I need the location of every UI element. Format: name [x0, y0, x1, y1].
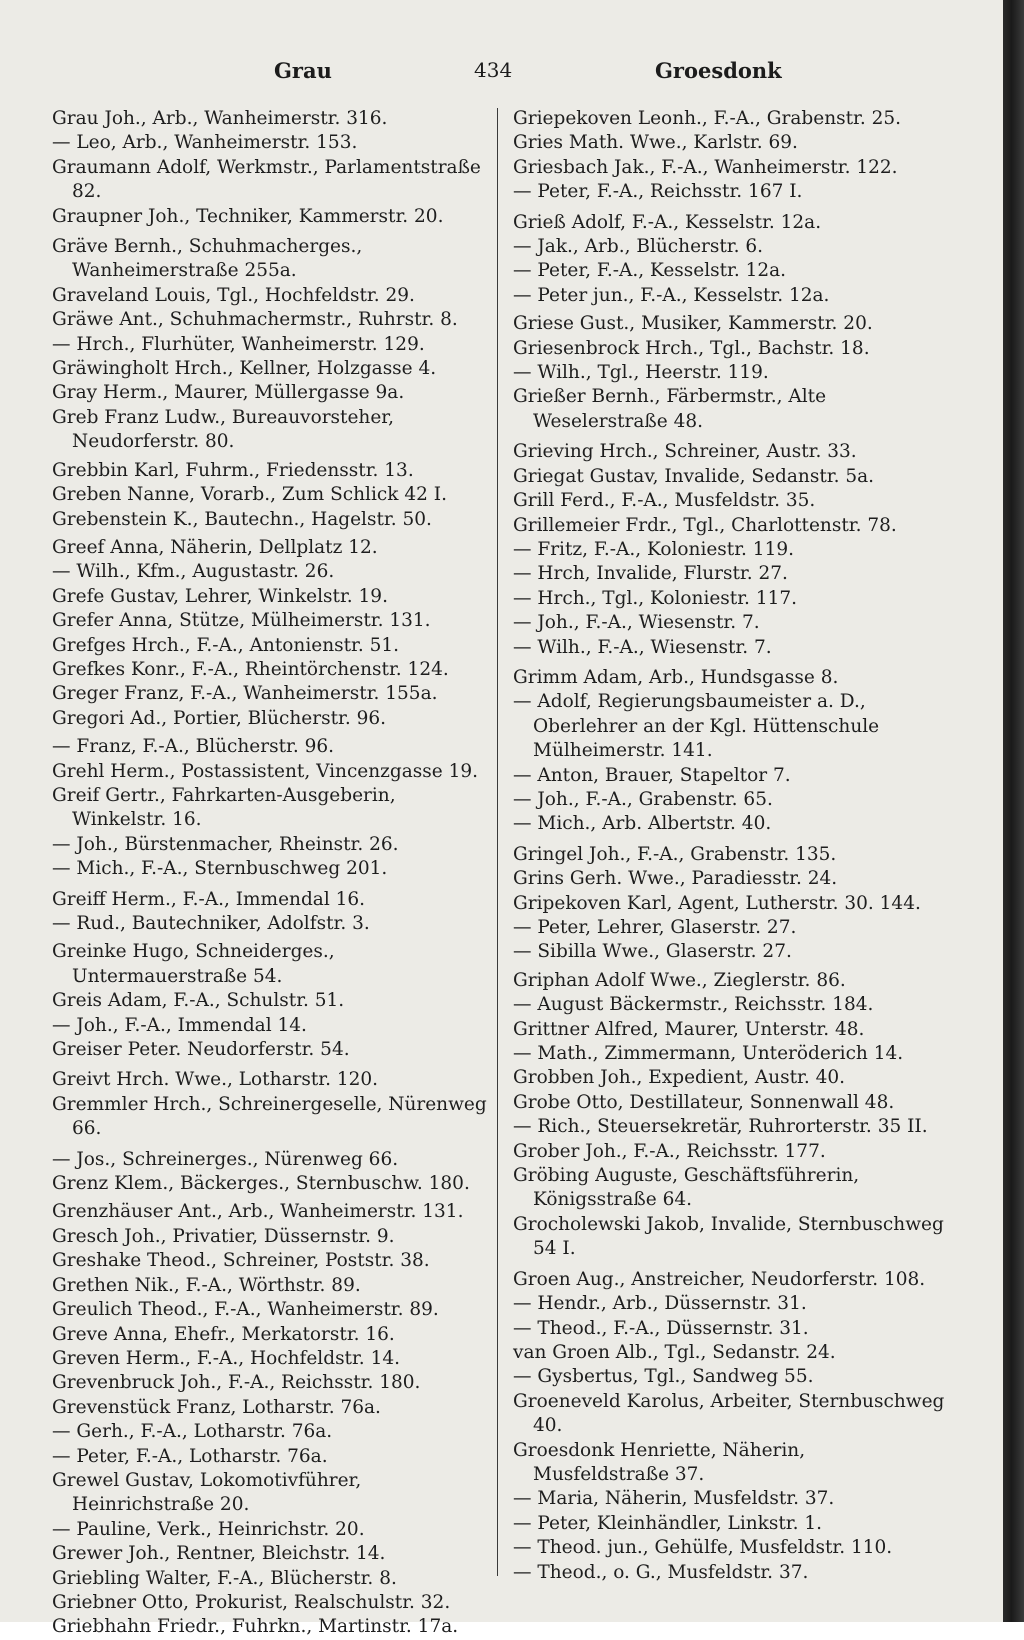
directory-entry: Grimm Adam, Arb., Hundsgasse 8.: [513, 666, 839, 688]
directory-entry: — Franz, F.-A., Blücherstr. 96.: [52, 736, 335, 758]
directory-entry: — Jos., Schreinerges., Nürenweg 66.: [52, 1148, 399, 1170]
directory-entry: Grewer Joh., Rentner, Bleichstr. 14.: [52, 1543, 386, 1565]
directory-entry: Grefkes Konr., F.-A., Rheintörchenstr. 124.: [52, 658, 449, 680]
directory-entry: Grins Gerh. Wwe., Paradiesstr. 24.: [513, 868, 838, 890]
directory-entry: Greben Nanne, Vorarb., Zum Schlick 42 I.: [52, 484, 447, 506]
directory-entry: — Hrch, Invalide, Flurstr. 27.: [513, 563, 788, 585]
directory-entry: Grehl Herm., Postassistent, Vincenzgasse 19.: [52, 760, 479, 782]
directory-entry: Grenz Klem., Bäckerges., Sternbuschw. 180.: [52, 1173, 470, 1195]
directory-entry: Grobe Otto, Destillateur, Sonnenwall 48.: [513, 1091, 895, 1113]
directory-entry: Grenzhäuser Ant., Arb., Wanheimerstr. 131.: [52, 1201, 464, 1223]
directory-entry: — Jak., Arb., Blücherstr. 6.: [513, 236, 764, 258]
directory-entry: Greger Franz, F.-A., Wanheimerstr. 155a.: [52, 683, 438, 705]
directory-entry: — Peter jun., F.-A., Kesselstr. 12a.: [513, 284, 830, 306]
directory-entry: Greiff Herm., F.-A., Immendal 16.: [52, 888, 366, 910]
directory-entry: Graupner Joh., Techniker, Kammerstr. 20.: [52, 205, 444, 227]
directory-entry: Grau Joh., Arb., Wanheimerstr. 316.: [52, 108, 388, 129]
directory-entry: Griebner Otto, Prokurist, Realschulstr. 32.: [52, 1591, 451, 1613]
directory-entry: Grebbin Karl, Fuhrm., Friedensstr. 13.: [52, 459, 414, 481]
directory-entry: — Gysbertus, Tgl., Sandweg 55.: [513, 1366, 814, 1388]
directory-entry: — Joh., F.-A., Grabenstr. 65.: [513, 788, 773, 810]
header-right-keyword: Groesdonk: [655, 58, 782, 83]
directory-entry: — Peter, F.-A., Kesselstr. 12a.: [513, 260, 787, 282]
directory-entry: Grillemeier Frdr., Tgl., Charlottenstr. 78.: [513, 514, 897, 536]
directory-entry: Gray Herm., Maurer, Müllergasse 9a.: [52, 382, 405, 404]
directory-entry: Grittner Alfred, Maurer, Unterstr. 48.: [513, 1018, 865, 1040]
directory-entry: Greb Franz Ludw., Bureauvorsteher, Neudorferstr. 80.: [52, 406, 394, 453]
directory-entry: Greshake Theod., Schreiner, Poststr. 38.: [52, 1250, 430, 1272]
directory-entry: — Theod., F.-A., Düssernstr. 31.: [513, 1317, 809, 1339]
directory-entry: Groen Aug., Anstreicher, Neudorferstr. 108.: [513, 1268, 926, 1290]
directory-entry: Grobben Joh., Expedient, Austr. 40.: [513, 1067, 846, 1089]
directory-entry: Grocholewski Jakob, Invalide, Sternbuschweg 54 I.: [513, 1213, 944, 1260]
directory-entry: Grill Ferd., F.-A., Musfeldstr. 35.: [513, 490, 816, 512]
directory-entry: Grewel Gustav, Lokomotivführer, Heinrichstraße 20.: [52, 1469, 362, 1516]
directory-entry: Gripekoven Karl, Agent, Lutherstr. 30. 144.: [513, 892, 921, 914]
directory-entry: Greven Herm., F.-A., Hochfeldstr. 14.: [52, 1347, 400, 1369]
directory-entry: Grefer Anna, Stütze, Mülheimerstr. 131.: [52, 610, 431, 632]
directory-entry: Gräwe Ant., Schuhmachermstr., Ruhrstr. 8.: [52, 309, 458, 331]
directory-entry: Gringel Joh., F.-A., Grabenstr. 135.: [513, 843, 837, 865]
directory-entry: — Wilh., Tgl., Heerstr. 119.: [513, 362, 769, 384]
directory-entry: — Hrch., Flurhüter, Wanheimerstr. 129.: [52, 333, 425, 355]
directory-entry: Greiser Peter. Neudorferstr. 54.: [52, 1039, 350, 1061]
left-column: [52, 107, 488, 1640]
directory-entry: — Peter, Lehrer, Glaserstr. 27.: [513, 917, 797, 938]
directory-entry: Griese Gust., Musiker, Kammerstr. 20.: [513, 313, 873, 335]
directory-entry: Grevenstück Franz, Lotharstr. 76a.: [52, 1396, 381, 1418]
directory-entry: — Theod., o. G., Musfeldstr. 37.: [513, 1561, 809, 1583]
directory-entry: Graumann Adolf, Werkmstr., Parlamentstraße 82.: [52, 156, 481, 203]
directory-entry: — Joh., Bürstenmacher, Rheinstr. 26.: [52, 833, 399, 855]
directory-entry: — August Bäckermstr., Reichsstr. 184.: [513, 994, 874, 1016]
directory-entry: Graveland Louis, Tgl., Hochfeldstr. 29.: [52, 284, 415, 306]
directory-entry: — Pauline, Verk., Heinrichstr. 20.: [52, 1518, 365, 1540]
directory-entry: — Wilh., F.-A., Wiesenstr. 7.: [513, 636, 772, 658]
book-spine-edge: [1003, 0, 1024, 1622]
directory-entry: Gries Math. Wwe., Karlstr. 69.: [513, 132, 798, 154]
directory-entry: Griepekoven Leonh., F.-A., Grabenstr. 25.: [513, 108, 902, 129]
directory-entry: Gremmler Hrch., Schreinergeselle, Nürenweg 66.: [52, 1093, 487, 1140]
directory-entry: Griesenbrock Hrch., Tgl., Bachstr. 18.: [513, 337, 870, 359]
directory-entry: Grevenbruck Joh., F.-A., Reichsstr. 180.: [52, 1372, 421, 1394]
directory-entry: — Fritz, F.-A., Koloniestr. 119.: [513, 538, 794, 560]
directory-entry: Greef Anna, Näherin, Dellplatz 12.: [52, 536, 378, 558]
directory-entry: Greivt Hrch. Wwe., Lotharstr. 120.: [52, 1069, 379, 1091]
directory-entry: — Math., Zimmermann, Unteröderich 14.: [513, 1043, 904, 1065]
directory-entry: — Sibilla Wwe., Glaserstr. 27.: [513, 941, 792, 963]
directory-entry: — Hendr., Arb., Düssernstr. 31.: [513, 1293, 807, 1315]
directory-entry: Gräve Bernh., Schuhmacherges., Wanheimerstraße 255a.: [52, 236, 363, 282]
directory-entry: — Mich., F.-A., Sternbuschweg 201.: [52, 858, 388, 880]
directory-entry: — Leo, Arb., Wanheimerstr. 153.: [52, 132, 358, 154]
directory-entry: — Peter, F.-A., Lotharstr. 76a.: [52, 1445, 328, 1467]
directory-entry: Grebenstein K., Bautechn., Hagelstr. 50.: [52, 508, 432, 530]
directory-entry: — Maria, Näherin, Musfeldstr. 37.: [513, 1488, 835, 1510]
directory-entry: van Groen Alb., Tgl., Sedanstr. 24.: [513, 1341, 836, 1363]
directory-entry: Greulich Theod., F.-A., Wanheimerstr. 89.: [52, 1299, 439, 1321]
directory-entry: — Joh., F.-A., Wiesenstr. 7.: [513, 612, 760, 634]
directory-entry: — Gerh., F.-A., Lotharstr. 76a.: [52, 1421, 333, 1443]
directory-entry: Gresch Joh., Privatier, Düssernstr. 9.: [52, 1225, 395, 1247]
column-divider: [497, 108, 498, 1576]
right-column: [513, 107, 945, 1585]
directory-entry: — Anton, Brauer, Stapeltor 7.: [513, 764, 791, 786]
directory-entry: Grießer Bernh., Färbermstr., Alte Weselerstraße 48.: [513, 386, 827, 432]
directory-entry: Gregori Ad., Portier, Blücherstr. 96.: [52, 707, 387, 729]
directory-entry: — Hrch., Tgl., Koloniestr. 117.: [513, 587, 798, 609]
directory-entry: Greis Adam, F.-A., Schulstr. 51.: [52, 990, 345, 1012]
directory-entry: Gröbing Auguste, Geschäftsführerin, Königsstraße 64.: [513, 1165, 860, 1211]
directory-entry: Griebhahn Friedr., Fuhrkn., Martinstr. 17a.: [52, 1616, 459, 1638]
directory-entry: — Peter, F.-A., Reichsstr. 167 I.: [513, 181, 803, 203]
directory-entry: — Rud., Bautechniker, Adolfstr. 3.: [52, 913, 370, 934]
directory-entry: — Adolf, Regierungsbaumeister a. D., Oberlehrer an der Kgl. Hüttenschule Mülheimerstr. 141.: [513, 691, 880, 762]
directory-entry: Grieving Hrch., Schreiner, Austr. 33.: [513, 441, 857, 463]
directory-entry: — Wilh., Kfm., Augustastr. 26.: [52, 561, 335, 583]
header-left-keyword: Grau: [274, 58, 332, 83]
directory-entry: Greif Gertr., Fahrkarten-Ausgeberin, Winkelstr. 16.: [52, 784, 396, 831]
directory-entry: — Joh., F.-A., Immendal 14.: [52, 1014, 307, 1036]
directory-entry: Griegat Gustav, Invalide, Sedanstr. 5a.: [513, 465, 875, 487]
directory-entry: Greve Anna, Ehefr., Merkatorstr. 16.: [52, 1323, 395, 1345]
directory-entry: Grefges Hrch., F.-A., Antonienstr. 51.: [52, 634, 400, 656]
directory-entry: Groesdonk Henriette, Näherin, Musfeldstraße 37.: [513, 1439, 806, 1485]
directory-entry: Grieß Adolf, F.-A., Kesselstr. 12a.: [513, 211, 822, 233]
directory-entry: — Rich., Steuersekretär, Ruhrorterstr. 35 II.: [513, 1116, 928, 1138]
directory-entry: — Mich., Arb. Albertstr. 40.: [513, 813, 772, 835]
directory-entry: Griesbach Jak., F.-A., Wanheimerstr. 122.: [513, 156, 898, 178]
directory-entry: Gräwingholt Hrch., Kellner, Holzgasse 4.: [52, 358, 437, 380]
page-number: 434: [474, 58, 513, 82]
directory-entry: Griebling Walter, F.-A., Blücherstr. 8.: [52, 1567, 397, 1589]
directory-entry: Grober Joh., F.-A., Reichsstr. 177.: [513, 1140, 826, 1162]
directory-entry: Griphan Adolf Wwe., Zieglerstr. 86.: [513, 969, 846, 991]
directory-entry: — Theod. jun., Gehülfe, Musfeldstr. 110.: [513, 1537, 893, 1559]
directory-entry: Greinke Hugo, Schneiderges., Untermauerstraße 54.: [52, 941, 335, 987]
directory-entry: Grethen Nik., F.-A., Wörthstr. 89.: [52, 1274, 361, 1296]
directory-entry: Groeneveld Karolus, Arbeiter, Sternbuschweg 40.: [513, 1390, 945, 1437]
directory-entry: — Peter, Kleinhändler, Linkstr. 1.: [513, 1512, 823, 1534]
directory-entry: Grefe Gustav, Lehrer, Winkelstr. 19.: [52, 585, 388, 607]
